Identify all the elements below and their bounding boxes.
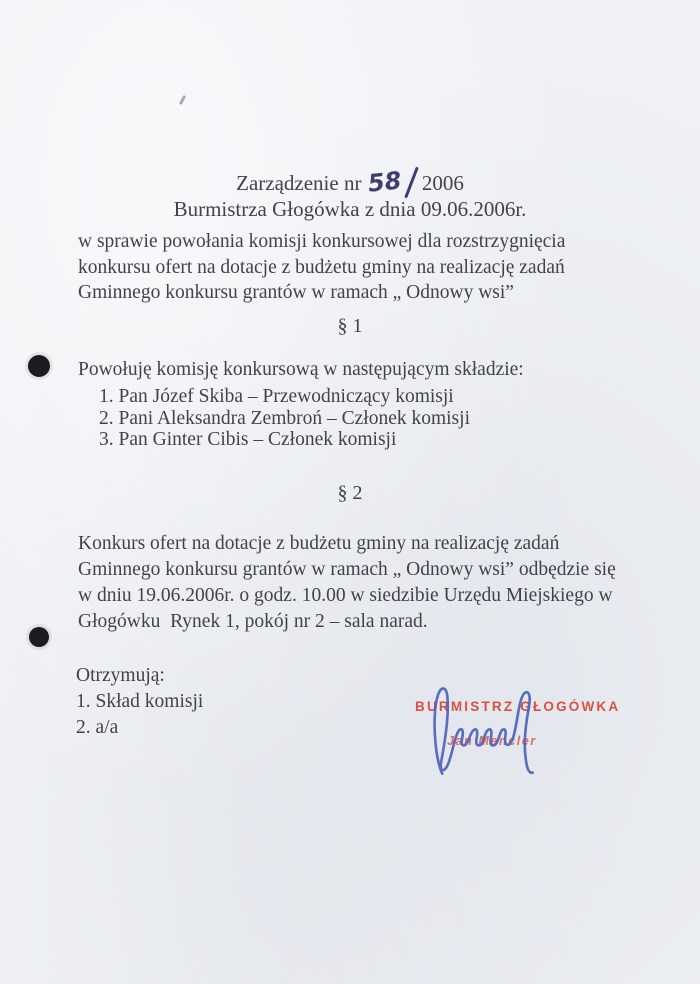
subject-line: w sprawie powołania komisji konkursowej dla rozstrzygnięcia	[78, 231, 566, 252]
distribution-item: 2. a/a	[76, 717, 119, 738]
section-1-intro: Powołuję komisję konkursową w następującym składzie:	[78, 359, 524, 380]
handwritten-ordinance-number: 58	[367, 166, 404, 198]
section-2-line: Konkurs ofert na dotacje z budżetu gminy na realizację zadań	[78, 533, 560, 554]
committee-member-list	[99, 386, 470, 451]
section-2-line: Gminnego konkursu grantów w ramach „ Odnowy wsi” odbędzie się	[78, 559, 616, 580]
section-2-paragraph	[78, 531, 616, 635]
committee-member: 3. Pan Ginter Cibis – Członek komisji	[99, 429, 397, 450]
hole-punch-mark-bottom	[29, 627, 49, 647]
mayor-stamp-name: Jan Mencler	[447, 734, 537, 748]
mayor-stamp-title: BURMISTRZ GŁOGÓWKA	[415, 699, 621, 714]
scan-speck	[179, 95, 186, 105]
subject-line: Gminnego konkursu grantów w ramach „ Odnowy wsi”	[78, 282, 514, 303]
title-prefix: Zarządzenie nr	[236, 171, 362, 195]
section-2-heading: § 2	[337, 482, 363, 504]
document-title	[0, 157, 700, 222]
section-1-heading: § 1	[337, 315, 363, 337]
committee-member: 1. Pan Józef Skiba – Przewodniczący komisji	[99, 386, 454, 407]
distribution-block	[76, 663, 203, 741]
subject-paragraph	[78, 229, 565, 306]
committee-member: 2. Pani Aleksandra Zembroń – Członek komisji	[99, 407, 470, 429]
title-year: 2006	[421, 171, 464, 195]
section-2-line: Głogówku Rynek 1, pokój nr 2 – sala narad.	[78, 611, 428, 632]
distribution-heading: Otrzymują:	[76, 665, 165, 686]
handwritten-slash-icon	[404, 167, 419, 199]
section-2-line: w dniu 19.06.2006r. o godz. 10.00 w siedzibie Urzędu Miejskiego w	[78, 585, 613, 606]
distribution-item: 1. Skład komisji	[76, 691, 204, 712]
hole-punch-mark-top	[28, 355, 50, 377]
title-issuer-date: Burmistrza Głogówka z dnia 09.06.2006r.	[173, 197, 527, 221]
signature	[428, 684, 550, 781]
title-line-1	[0, 157, 700, 196]
subject-line: konkursu ofert na dotacje z budżetu gminy na realizację zadań	[78, 256, 565, 278]
